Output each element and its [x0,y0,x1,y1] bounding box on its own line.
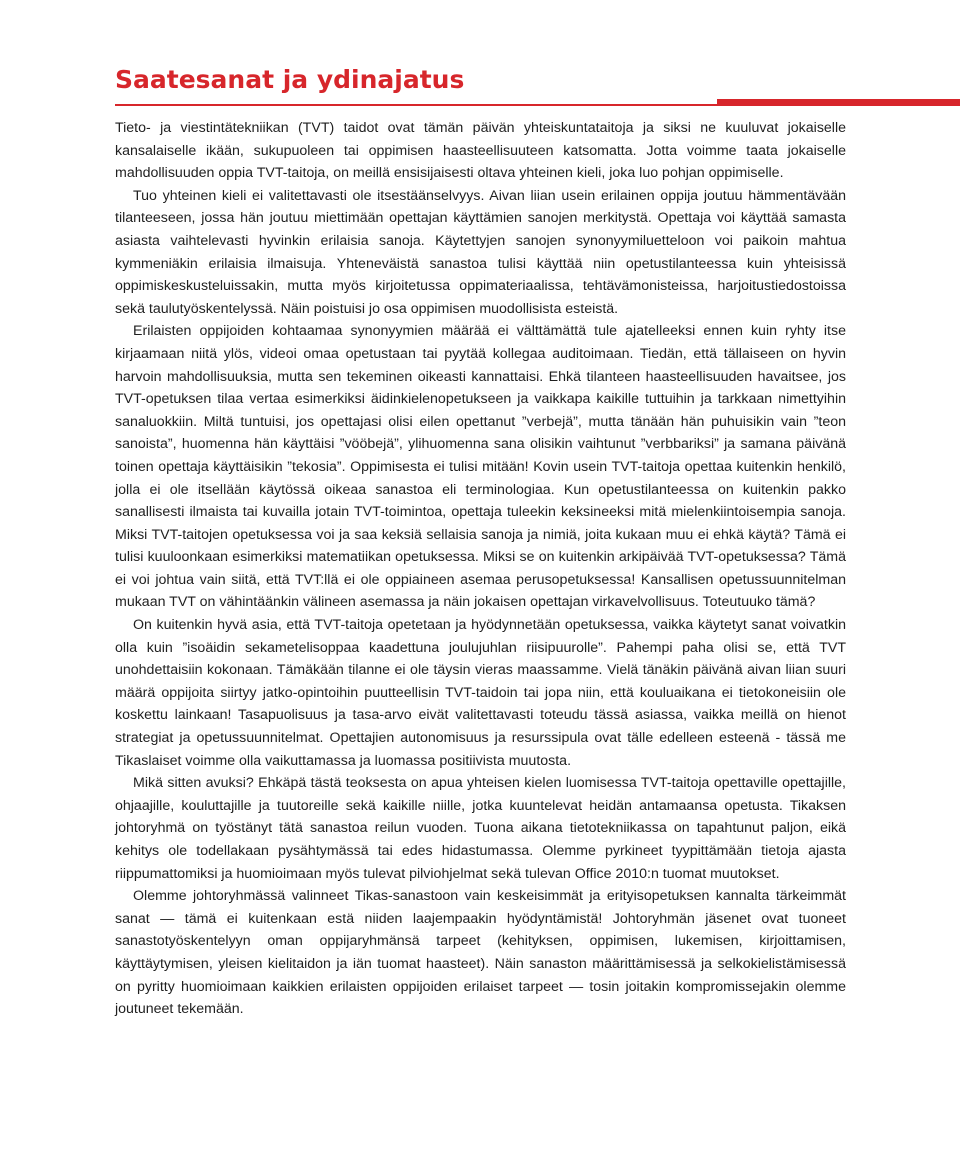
paragraph-4: On kuitenkin hyvä asia, että TVT-taitoja opetetaan ja hyödynnetään opetuksessa, vaikka käytetyt sanat voivatkin olla kuin ”isoäidin sekametelisoppaa kaadettuna joulujuhlan riisipuurolle”. Pahempi paha olisi se, että TVT unohdettaisiin kokonaan. Tämäkään tilanne ei ole täysin vieras maassamme. Vielä tänäkin päivänä aivan liian suuri määrä oppijoita siirtyy jatko-opintoihin puutteellisin TVT-taidoin tai jopa niin, että kouluaikana ei tietokoneisiin ole koskettu lainkaan! Tasapuolisuus ja tasa-arvo eivät valitettavasti toteudu tässä asiassa, vaikka meillä on hienot strategiat ja opetussuunnitelmat. Opettajien autonomisuus ja resurssipula ovat tälle edelleen esteenä - tässä me Tikaslaiset voimme olla vaikuttamassa ja luomassa positiivista muutosta. [115,617,846,769]
paragraph-6: Olemme johtoryhmässä valinneet Tikas-sanastoon vain keskeisimmät ja erityisopetuksen kannalta tärkeimmät sanat — tämä ei kuitenkaan estä niiden laajempaakin hyödyntämistä! Johtoryhmän jäsenet ovat tuoneet sanastotyöskentelyyn oman oppijaryhmänsä tarpeet (kehityksen, oppimisen, lukemisen, kirjoittamisen, käyttäytymisen, yleisen kielitaidon ja iän tuomat haasteet). Näin sanaston määrittämisessä ja selkokielistämisessä on pyritty huomioimaan kaikkien erilaisten oppijoiden erilaiset tarpeet — tosin joitakin kompromissejakin olemme joutuneet tekemään. [115,888,846,1018]
page-title: Saatesanat ja ydinajatus [115,65,465,94]
body-text [115,117,846,1021]
paragraph-5: Mikä sitten avuksi? Ehkäpä tästä teoksesta on apua yhteisen kielen luomisessa TVT-taitoja opettaville opettajille, ohjaajille, kouluttajille ja tuutoreille sekä kaikille niille, jotka kuuntelevat heidän antamaansa opetusta. Tikaksen johtoryhmä on työstänyt tätä sanastoa reilun vuoden. Tuona aikana tietotekniikassa on tapahtunut paljon, eikä kehitys ole todellakaan pysähtymässä tai edes hidastumassa. Olemme pyrkineet tyypittämään tietoja ajasta riippumattomiksi ja huomioimaan myös tulevat pilviohjelmat sekä tulevan Office 2010:n tuomat muutokset. [115,775,846,882]
heading-underline-thin [115,104,717,106]
paragraph-3: Erilaisten oppijoiden kohtaamaa synonyymien määrää ei välttämättä tule ajatelleeksi ennen kuin ryhty itse kirjaamaan niitä ylös, videoi omaa opetustaan tai pyytää kollegaa auditoimaan. Tiedän, että tällaiseen on hyvin harvoin mahdollisuuksia, mutta sen tekeminen oikeasti kannattaisi. Ehkä tilanteen haasteellisuuden havaitsee, jos TVT-opetuksen tilaa vertaa esimerkiksi äidinkielenopetukseen ja vaikkapa kaikille tuttuihin ja tarkkaan nimettyihin sanaluokkiin. Miltä tuntuisi, jos opettajasi olisi eilen opettanut ”verbejä”, mutta tänään hän puhuisikin vain ”teon sanoista”, huomenna hän käyttäisi ”vööbejä”, ylihuomenna sana olisikin vaihtunut ”verbbariksi” ja samana päivänä toinen opettaja käyttäisikin ”tekosia”. Oppimisesta ei tulisi mitään! Kovin usein TVT-taitoja opettaa kuitenkin henkilö, jolla ei ole itsellään käytössä oikeaa sanastoa eli terminologiaa. Kun opetustilanteessa on kuitenkin pakko sanallisesti ilmaista tai kuvailla jotain TVT-toimintoa, opettaja tuleekin keksineeksi mitä mielenkiintoisempia sanoja. Miksi TVT-taitojen opetuksessa voi ja saa keksiä sellaisia sanoja ja nimiä, joita kukaan muu ei ehkä käytä? Tämä ei tulisi kuuloonkaan esimerkiksi matematiikan opetuksessa. Miksi se on kuitenkin arkipäivää TVT-opetuksessa? Tämä ei voi johtua vain siitä, että TVT:llä ei ole oppiaineen asemaa perusopetuksessa! Kansallisen opetussuunnitelman mukaan TVT on vähintäänkin välineen asemassa ja näin jokaisen opettajan virkavelvollisuus. Toteutuuko tämä? [115,323,846,611]
paragraph-1: Tieto- ja viestintätekniikan (TVT) taidot ovat tämän päivän yhteiskuntataitoja ja siksi ne kuuluvat jokaiselle kansalaiselle ikään, sukupuoleen tai oppimisen haasteellisuuteen katsomatta. Jotta voimme taata jokaiselle mahdollisuuden oppia TVT-taitoja, on meillä ensisijaisesti oltava yhteinen kieli, joka luo pohjan oppimiselle. [115,120,846,182]
heading-underline-thick [717,99,960,106]
paragraph-2: Tuo yhteinen kieli ei valitettavasti ole itsestäänselvyys. Aivan liian usein erilainen oppija joutuu hämmentävään tilanteeseen, jossa hän joutuu miettimään opettajan käyttämien sanojen merkitystä. Opettaja voi käyttää samasta asiasta vaihtelevasti hyvinkin erilaisia sanoja. Käytettyjen sanojen synonyymiluetteloon voi paikoin mahtua kymmeniäkin erilaisia ilmaisuja. Yhteneväistä sanastoa tulisi käyttää niin opetustilanteessa kuin yhteisissä oppimiskeskusteluissakin, mutta myös kirjoitetussa oppimateriaalissa, tehtävämonisteissa, harjoitustiedostoissa sekä taulutyöskentelyssä. Näin poistuisi jo osa oppimisen muodollisista esteistä. [115,187,846,317]
